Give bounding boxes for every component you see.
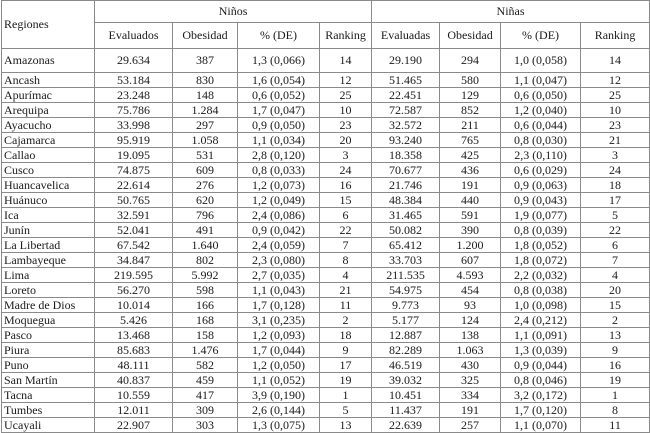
region-name: Huánuco	[2, 193, 95, 208]
cell-evaluadas: 21.746	[372, 178, 440, 193]
table-row	[2, 49, 650, 73]
cell-pct-ninos: 2,3 (0,080)	[238, 253, 320, 268]
cell-pct-ninos: 1,2 (0,049)	[238, 193, 320, 208]
cell-evaluadas: 65.412	[372, 238, 440, 253]
cell-pct-ninos: 0,9 (0,050)	[238, 118, 320, 133]
cell-pct-ninos: 1,3 (0,075)	[238, 418, 320, 433]
region-name: Huancavelica	[2, 178, 95, 193]
table-row	[2, 118, 650, 133]
cell-ranking-ninas: 1	[581, 388, 650, 403]
cell-pct-ninas: 0,9 (0,044)	[501, 358, 581, 373]
cell-pct-ninos: 1,2 (0,093)	[238, 328, 320, 343]
cell-ranking-ninas: 13	[581, 328, 650, 343]
cell-obesidad-ninas: 454	[440, 283, 501, 298]
region-name: Cusco	[2, 163, 95, 178]
cell-evaluados: 56.270	[95, 283, 173, 298]
cell-ranking-ninos: 12	[320, 73, 372, 88]
cell-ranking-ninas: 12	[581, 73, 650, 88]
cell-pct-ninas: 1,0 (0,098)	[501, 298, 581, 313]
cell-obesidad-ninas: 138	[440, 328, 501, 343]
cell-obesidad-ninas: 1.200	[440, 238, 501, 253]
table-row	[2, 103, 650, 118]
cell-pct-ninas: 0,9 (0,063)	[501, 178, 581, 193]
cell-evaluados: 33.998	[95, 118, 173, 133]
cell-obesidad-ninas: 257	[440, 418, 501, 433]
cell-obesidad-ninos: 796	[173, 208, 238, 223]
cell-obesidad-ninos: 620	[173, 193, 238, 208]
cell-pct-ninas: 1,0 (0,058)	[501, 49, 581, 73]
cell-pct-ninas: 1,7 (0,120)	[501, 403, 581, 418]
col-header-obesidad-ninas: Obesidad	[440, 23, 501, 49]
cell-obesidad-ninos: 166	[173, 298, 238, 313]
table-body	[2, 49, 650, 433]
cell-obesidad-ninos: 417	[173, 388, 238, 403]
cell-evaluados: 5.426	[95, 313, 173, 328]
cell-obesidad-ninas: 436	[440, 163, 501, 178]
cell-obesidad-ninas: 191	[440, 403, 501, 418]
cell-ranking-ninas: 3	[581, 148, 650, 163]
cell-ranking-ninas: 14	[581, 49, 650, 73]
cell-obesidad-ninos: 158	[173, 328, 238, 343]
cell-pct-ninas: 1,8 (0,052)	[501, 238, 581, 253]
region-name: Puno	[2, 358, 95, 373]
cell-ranking-ninas: 5	[581, 208, 650, 223]
table-row	[2, 253, 650, 268]
cell-evaluados: 23.248	[95, 88, 173, 103]
cell-evaluados: 52.041	[95, 223, 173, 238]
cell-obesidad-ninos: 1.640	[173, 238, 238, 253]
region-name: Piura	[2, 343, 95, 358]
cell-obesidad-ninos: 1.058	[173, 133, 238, 148]
cell-pct-ninos: 2,4 (0,086)	[238, 208, 320, 223]
cell-evaluadas: 11.437	[372, 403, 440, 418]
cell-ranking-ninos: 16	[320, 178, 372, 193]
cell-obesidad-ninos: 309	[173, 403, 238, 418]
cell-obesidad-ninas: 765	[440, 133, 501, 148]
cell-obesidad-ninos: 802	[173, 253, 238, 268]
region-name: Apurímac	[2, 88, 95, 103]
cell-pct-ninas: 1,1 (0,047)	[501, 73, 581, 88]
cell-ranking-ninas: 21	[581, 133, 650, 148]
cell-ranking-ninos: 13	[320, 418, 372, 433]
cell-obesidad-ninas: 325	[440, 373, 501, 388]
cell-obesidad-ninos: 5.992	[173, 268, 238, 283]
cell-ranking-ninos: 2	[320, 313, 372, 328]
cell-ranking-ninas: 16	[581, 358, 650, 373]
cell-evaluados: 32.591	[95, 208, 173, 223]
cell-ranking-ninos: 23	[320, 118, 372, 133]
cell-pct-ninos: 1,1 (0,052)	[238, 373, 320, 388]
table-row	[2, 283, 650, 298]
cell-pct-ninos: 0,8 (0,033)	[238, 163, 320, 178]
col-header-obesidad-ninos: Obesidad	[173, 23, 238, 49]
cell-evaluadas: 32.572	[372, 118, 440, 133]
cell-evaluados: 34.847	[95, 253, 173, 268]
cell-evaluados: 75.786	[95, 103, 173, 118]
cell-ranking-ninos: 1	[320, 388, 372, 403]
cell-evaluados: 50.765	[95, 193, 173, 208]
cell-obesidad-ninos: 1.284	[173, 103, 238, 118]
cell-pct-ninas: 1,2 (0,040)	[501, 103, 581, 118]
cell-ranking-ninos: 9	[320, 343, 372, 358]
region-name: Callao	[2, 148, 95, 163]
cell-ranking-ninos: 17	[320, 358, 372, 373]
cell-pct-ninos: 1,2 (0,073)	[238, 178, 320, 193]
cell-ranking-ninos: 20	[320, 133, 372, 148]
cell-evaluadas: 39.032	[372, 373, 440, 388]
cell-evaluadas: 54.975	[372, 283, 440, 298]
cell-pct-ninas: 0,8 (0,030)	[501, 133, 581, 148]
cell-ranking-ninas: 20	[581, 283, 650, 298]
cell-pct-ninos: 2,4 (0,059)	[238, 238, 320, 253]
cell-pct-ninos: 1,1 (0,034)	[238, 133, 320, 148]
region-name: Tacna	[2, 388, 95, 403]
cell-evaluadas: 12.887	[372, 328, 440, 343]
region-name: Arequipa	[2, 103, 95, 118]
cell-evaluados: 95.919	[95, 133, 173, 148]
cell-ranking-ninas: 8	[581, 403, 650, 418]
cell-evaluadas: 93.240	[372, 133, 440, 148]
cell-ranking-ninas: 2	[581, 313, 650, 328]
cell-obesidad-ninos: 303	[173, 418, 238, 433]
cell-obesidad-ninas: 591	[440, 208, 501, 223]
cell-obesidad-ninas: 211	[440, 118, 501, 133]
cell-obesidad-ninos: 459	[173, 373, 238, 388]
table-row	[2, 373, 650, 388]
cell-evaluados: 48.111	[95, 358, 173, 373]
cell-evaluadas: 82.289	[372, 343, 440, 358]
cell-ranking-ninos: 7	[320, 238, 372, 253]
cell-pct-ninos: 2,6 (0,144)	[238, 403, 320, 418]
cell-pct-ninas: 2,3 (0,110)	[501, 148, 581, 163]
cell-evaluadas: 72.587	[372, 103, 440, 118]
region-name: La Libertad	[2, 238, 95, 253]
cell-ranking-ninas: 18	[581, 178, 650, 193]
cell-evaluados: 10.014	[95, 298, 173, 313]
cell-pct-ninas: 1,1 (0,091)	[501, 328, 581, 343]
cell-evaluados: 219.595	[95, 268, 173, 283]
cell-obesidad-ninas: 334	[440, 388, 501, 403]
cell-ranking-ninos: 4	[320, 268, 372, 283]
cell-obesidad-ninos: 168	[173, 313, 238, 328]
cell-ranking-ninas: 23	[581, 118, 650, 133]
cell-obesidad-ninas: 440	[440, 193, 501, 208]
region-name: Tumbes	[2, 403, 95, 418]
cell-ranking-ninas: 7	[581, 253, 650, 268]
cell-evaluadas: 10.451	[372, 388, 440, 403]
cell-obesidad-ninas: 93	[440, 298, 501, 313]
cell-obesidad-ninas: 852	[440, 103, 501, 118]
cell-obesidad-ninas: 580	[440, 73, 501, 88]
region-name: Pasco	[2, 328, 95, 343]
cell-ranking-ninas: 17	[581, 193, 650, 208]
cell-evaluadas: 31.465	[372, 208, 440, 223]
cell-evaluados: 53.184	[95, 73, 173, 88]
cell-evaluados: 22.907	[95, 418, 173, 433]
table-row	[2, 238, 650, 253]
cell-obesidad-ninas: 425	[440, 148, 501, 163]
cell-evaluadas: 22.639	[372, 418, 440, 433]
cell-ranking-ninos: 22	[320, 223, 372, 238]
cell-ranking-ninos: 19	[320, 373, 372, 388]
table-row	[2, 313, 650, 328]
cell-evaluadas: 33.703	[372, 253, 440, 268]
cell-ranking-ninas: 4	[581, 268, 650, 283]
cell-ranking-ninos: 24	[320, 163, 372, 178]
cell-ranking-ninos: 10	[320, 103, 372, 118]
cell-pct-ninos: 1,3 (0,066)	[238, 49, 320, 73]
cell-evaluadas: 18.358	[372, 148, 440, 163]
table-row	[2, 268, 650, 283]
cell-ranking-ninos: 14	[320, 49, 372, 73]
cell-obesidad-ninas: 129	[440, 88, 501, 103]
cell-ranking-ninos: 15	[320, 193, 372, 208]
cell-evaluadas: 9.773	[372, 298, 440, 313]
col-header-pct-ninos: % (DE)	[238, 23, 320, 49]
cell-evaluados: 74.875	[95, 163, 173, 178]
cell-evaluadas: 22.451	[372, 88, 440, 103]
cell-ranking-ninas: 15	[581, 298, 650, 313]
cell-ranking-ninos: 8	[320, 253, 372, 268]
cell-pct-ninos: 1,7 (0,044)	[238, 343, 320, 358]
cell-pct-ninos: 1,2 (0,050)	[238, 358, 320, 373]
table-row	[2, 343, 650, 358]
cell-obesidad-ninos: 830	[173, 73, 238, 88]
cell-obesidad-ninos: 1.476	[173, 343, 238, 358]
cell-pct-ninas: 1,8 (0,072)	[501, 253, 581, 268]
col-header-evaluadas: Evaluadas	[372, 23, 440, 49]
cell-ranking-ninos: 6	[320, 208, 372, 223]
cell-evaluadas: 50.082	[372, 223, 440, 238]
cell-ranking-ninas: 9	[581, 343, 650, 358]
cell-ranking-ninas: 24	[581, 163, 650, 178]
cell-pct-ninas: 0,6 (0,050)	[501, 88, 581, 103]
region-name: Ayacucho	[2, 118, 95, 133]
cell-pct-ninas: 2,4 (0,212)	[501, 313, 581, 328]
col-header-ranking-ninas: Ranking	[581, 23, 650, 49]
table-row	[2, 403, 650, 418]
table-row	[2, 193, 650, 208]
cell-ranking-ninas: 19	[581, 373, 650, 388]
cell-ranking-ninos: 3	[320, 148, 372, 163]
cell-obesidad-ninos: 609	[173, 163, 238, 178]
region-name: Cajamarca	[2, 133, 95, 148]
table-row	[2, 358, 650, 373]
cell-evaluados: 22.614	[95, 178, 173, 193]
cell-obesidad-ninos: 491	[173, 223, 238, 238]
cell-pct-ninas: 1,1 (0,070)	[501, 418, 581, 433]
cell-ranking-ninos: 21	[320, 283, 372, 298]
cell-evaluados: 10.559	[95, 388, 173, 403]
cell-obesidad-ninos: 531	[173, 148, 238, 163]
cell-pct-ninos: 0,9 (0,042)	[238, 223, 320, 238]
region-name: Moquegua	[2, 313, 95, 328]
cell-pct-ninos: 1,1 (0,043)	[238, 283, 320, 298]
table-row	[2, 223, 650, 238]
cell-pct-ninos: 2,8 (0,120)	[238, 148, 320, 163]
cell-ranking-ninos: 5	[320, 403, 372, 418]
cell-ranking-ninas: 22	[581, 223, 650, 238]
col-header-ranking-ninos: Ranking	[320, 23, 372, 49]
cell-evaluados: 40.837	[95, 373, 173, 388]
region-name: Loreto	[2, 283, 95, 298]
cell-obesidad-ninos: 276	[173, 178, 238, 193]
table-row	[2, 208, 650, 223]
cell-pct-ninos: 3,9 (0,190)	[238, 388, 320, 403]
region-name: Ucayali	[2, 418, 95, 433]
cell-obesidad-ninas: 607	[440, 253, 501, 268]
obesity-table	[1, 0, 650, 433]
cell-obesidad-ninos: 297	[173, 118, 238, 133]
ninas-group-header: Niñas	[372, 1, 650, 23]
cell-pct-ninas: 1,9 (0,077)	[501, 208, 581, 223]
cell-evaluadas: 48.384	[372, 193, 440, 208]
table-row	[2, 328, 650, 343]
cell-pct-ninas: 3,2 (0,172)	[501, 388, 581, 403]
cell-evaluadas: 51.465	[372, 73, 440, 88]
cell-pct-ninos: 1,7 (0,128)	[238, 298, 320, 313]
cell-evaluados: 19.095	[95, 148, 173, 163]
cell-evaluadas: 70.677	[372, 163, 440, 178]
table-row	[2, 178, 650, 193]
cell-pct-ninas: 0,8 (0,039)	[501, 223, 581, 238]
cell-obesidad-ninos: 148	[173, 88, 238, 103]
cell-ranking-ninas: 25	[581, 88, 650, 103]
region-name: Madre de Dios	[2, 298, 95, 313]
table-row	[2, 418, 650, 433]
cell-pct-ninas: 0,9 (0,043)	[501, 193, 581, 208]
cell-evaluados: 29.634	[95, 49, 173, 73]
cell-obesidad-ninos: 582	[173, 358, 238, 373]
cell-pct-ninos: 0,6 (0,052)	[238, 88, 320, 103]
cell-ranking-ninas: 10	[581, 103, 650, 118]
cell-pct-ninos: 3,1 (0,235)	[238, 313, 320, 328]
cell-pct-ninas: 1,3 (0,039)	[501, 343, 581, 358]
cell-evaluadas: 5.177	[372, 313, 440, 328]
cell-evaluados: 85.683	[95, 343, 173, 358]
ninos-group-header: Niños	[95, 1, 372, 23]
cell-obesidad-ninas: 1.063	[440, 343, 501, 358]
cell-obesidad-ninas: 390	[440, 223, 501, 238]
cell-evaluadas: 211.535	[372, 268, 440, 283]
cell-pct-ninas: 2,2 (0,032)	[501, 268, 581, 283]
cell-evaluadas: 46.519	[372, 358, 440, 373]
col-header-evaluados: Evaluados	[95, 23, 173, 49]
table-row	[2, 148, 650, 163]
cell-obesidad-ninos: 598	[173, 283, 238, 298]
table-row	[2, 163, 650, 178]
cell-ranking-ninos: 25	[320, 88, 372, 103]
table-row	[2, 298, 650, 313]
cell-pct-ninas: 0,6 (0,044)	[501, 118, 581, 133]
table-row	[2, 133, 650, 148]
cell-pct-ninas: 0,8 (0,046)	[501, 373, 581, 388]
cell-ranking-ninas: 11	[581, 418, 650, 433]
table-row	[2, 388, 650, 403]
cell-evaluados: 12.011	[95, 403, 173, 418]
cell-obesidad-ninas: 191	[440, 178, 501, 193]
cell-ranking-ninas: 6	[581, 238, 650, 253]
cell-obesidad-ninas: 294	[440, 49, 501, 73]
region-name: San Martín	[2, 373, 95, 388]
cell-ranking-ninos: 18	[320, 328, 372, 343]
region-name: Ancash	[2, 73, 95, 88]
cell-evaluados: 13.468	[95, 328, 173, 343]
table-row	[2, 73, 650, 88]
region-name: Lima	[2, 268, 95, 283]
cell-pct-ninos: 1,6 (0,054)	[238, 73, 320, 88]
cell-evaluadas: 29.190	[372, 49, 440, 73]
region-name: Amazonas	[2, 49, 95, 73]
col-header-pct-ninas: % (DE)	[501, 23, 581, 49]
cell-ranking-ninos: 11	[320, 298, 372, 313]
cell-obesidad-ninas: 124	[440, 313, 501, 328]
cell-pct-ninos: 2,7 (0,035)	[238, 268, 320, 283]
region-name: Ica	[2, 208, 95, 223]
cell-obesidad-ninas: 4.593	[440, 268, 501, 283]
cell-evaluados: 67.542	[95, 238, 173, 253]
table-row	[2, 88, 650, 103]
cell-pct-ninos: 1,7 (0,047)	[238, 103, 320, 118]
cell-pct-ninas: 0,8 (0,038)	[501, 283, 581, 298]
cell-pct-ninas: 0,6 (0,029)	[501, 163, 581, 178]
regiones-header: Regiones	[2, 1, 95, 49]
region-name: Lambayeque	[2, 253, 95, 268]
cell-obesidad-ninas: 430	[440, 358, 501, 373]
region-name: Junín	[2, 223, 95, 238]
cell-obesidad-ninos: 387	[173, 49, 238, 73]
